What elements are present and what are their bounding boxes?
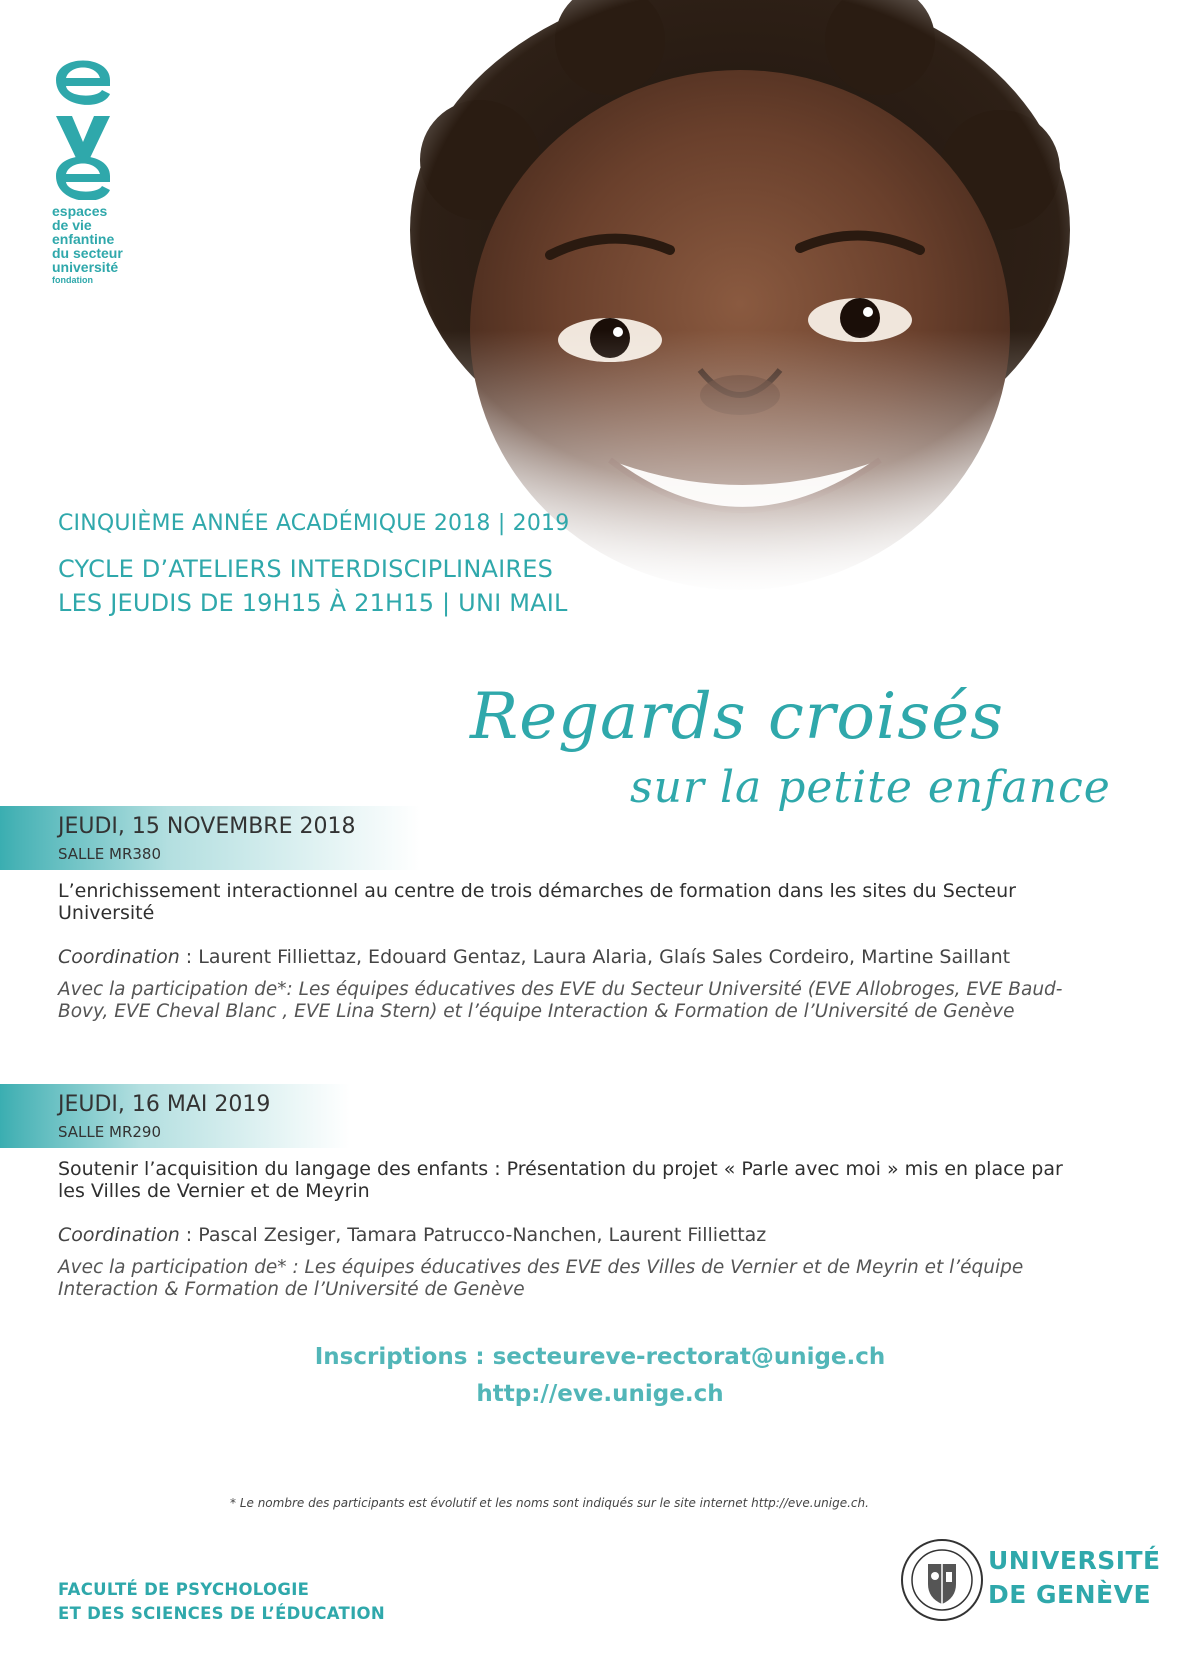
session-title: Soutenir l’acquisition du langage des enfants : Présentation du projet « Parle avec moi » mis en place par les Villes de Vernier et de Meyrin xyxy=(58,1158,1063,1202)
logo-line: espaces xyxy=(52,203,108,219)
faculty-line-2: ET DES SCIENCES DE L’ÉDUCATION xyxy=(58,1604,385,1623)
university-seal-icon xyxy=(900,1538,984,1622)
session-date: JEUDI, 16 MAI 2019 xyxy=(58,1092,271,1117)
coordination-names: : Laurent Filliettaz, Edouard Gentaz, Laura Alaria, Glaís Sales Cordeiro, Martine Saillant xyxy=(179,946,1011,968)
child-photo xyxy=(360,0,1120,600)
session-banner xyxy=(0,806,420,870)
coordination-names: : Pascal Zesiger, Tamara Patrucco-Nanchen, Laurent Filliettaz xyxy=(179,1224,767,1246)
session-date: JEUDI, 15 NOVEMBRE 2018 xyxy=(58,814,356,839)
coordination-label: Coordination xyxy=(58,946,180,968)
logo-line: de vie xyxy=(52,217,92,233)
inscriptions-email[interactable]: Inscriptions : secteureve-rectorat@unige.ch xyxy=(314,1344,886,1370)
logo-line: du secteur xyxy=(52,245,123,261)
logo-line-small: fondation xyxy=(52,275,93,285)
logo-line: université xyxy=(52,259,119,275)
coordination-label: Coordination xyxy=(58,1224,180,1246)
event-title: Regards croisés xyxy=(470,680,1004,754)
session-participation: Avec la participation de* : Les équipes éducatives des EVE des Villes de Vernier et de Meyrin et l’équipe Interaction & Formation de l’Université de Genève xyxy=(58,1257,1024,1300)
eve-logo xyxy=(52,40,152,286)
session-title: L’enrichissement interactionnel au centre de trois démarches de formation dans les sites du Secteur Université xyxy=(58,880,1016,924)
footnote: * Le nombre des participants est évolutif et les noms sont indiqués sur le site internet http://eve.unige.ch. xyxy=(230,1496,869,1510)
session-room: SALLE MR380 xyxy=(58,845,162,863)
university-name-line-1: UNIVERSITÉ xyxy=(988,1546,1161,1575)
session-coordination xyxy=(58,1224,766,1246)
website-link[interactable]: http://eve.unige.ch xyxy=(476,1381,724,1407)
event-subtitle: sur la petite enfance xyxy=(630,762,1111,813)
faculty-line-1: FACULTÉ DE PSYCHOLOGIE xyxy=(58,1580,310,1599)
schedule-line: LES JEUDIS DE 19H15 À 21H15 | UNI MAIL xyxy=(58,589,568,617)
cycle-title: CYCLE D’ATELIERS INTERDISCIPLINAIRES xyxy=(58,555,554,583)
university-name-line-2: DE GENÈVE xyxy=(988,1580,1152,1609)
eve-logo-text xyxy=(52,204,152,286)
academic-year: CINQUIÈME ANNÉE ACADÉMIQUE 2018 | 2019 xyxy=(58,511,570,536)
eve-logo-mark xyxy=(52,40,114,200)
session-room: SALLE MR290 xyxy=(58,1123,162,1141)
session-coordination xyxy=(58,946,1010,968)
session-banner xyxy=(0,1084,350,1148)
session-participation: Avec la participation de*: Les équipes éducatives des EVE du Secteur Université (EVE Allobroges, EVE Baud-Bovy, EVE Cheval Blanc , EVE Lina Stern) et l’équipe Interaction & Formation de l’Université de Genève xyxy=(58,979,1063,1022)
logo-line: enfantine xyxy=(52,231,115,247)
